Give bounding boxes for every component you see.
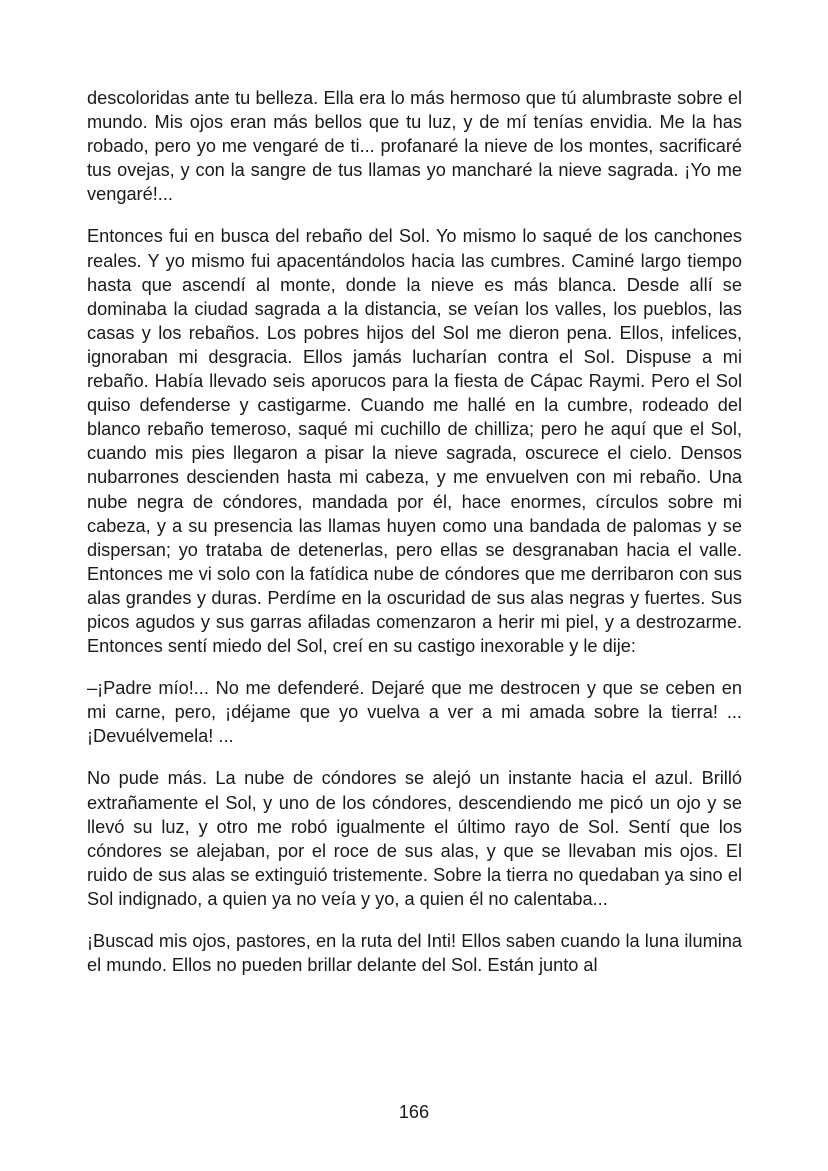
paragraph-5: ¡Buscad mis ojos, pastores, en la ruta del Inti! Ellos saben cuando la luna ilumina el mundo. Ellos no pueden brillar delante del Sol. Están junto al <box>87 931 742 976</box>
page-number: 166 <box>398 1102 430 1122</box>
paragraph-4: No pude más. La nube de cóndores se alejó un instante hacia el azul. Brilló extrañamente el Sol, y uno de los cóndores, descendiendo me picó un ojo y se llevó su luz, y otro me robó igualmente el último rayo de Sol. Sentí que los cóndores se alejaban, por el roce de sus alas, y que se llevaban mis ojos. El ruido de sus alas se extinguió tristemente. Sobre la tierra no quedaban ya sino el Sol indignado, a quien ya no veía y yo, a quien él no calentaba... <box>87 768 742 909</box>
paragraph-2: Entonces fui en busca del rebaño del Sol. Yo mismo lo saqué de los canchones reales. Y yo mismo fui apacentándolos hacia las cumbres. Caminé largo tiempo hasta que ascendí al monte, donde la nieve es más blanca. Desde allí se dominaba la ciudad sagrada a la distancia, se veían los valles, los pueblos, las casas y los rebaños. Los pobres hijos del Sol me dieron pena. Ellos, infelices, ignoraban mi desgracia. Ellos jamás lucharían contra el Sol. Dispuse a mi rebaño. Había llevado seis aporucos para la fiesta de Cápac Raymi. Pero el Sol quiso defenderse y castigarme. Cuando me hallé en la cumbre, rodeado del blanco rebaño temeroso, saqué mi cuchillo de chilliza; pero he aquí que el Sol, cuando mis pies llegaron a pisar la nieve sagrada, oscurece el cielo. Densos nubarrones descienden hasta mi cabeza, y me envuelven con mi rebaño. Una nube negra de cóndores, mandada por él, hace enormes, círculos sobre mi cabeza, y a su presencia las llamas huyen como una bandada de palomas y se dispersan; yo trataba de detenerlas, pero ellas se desgranaban hacia el valle. Entonces me vi solo con la fatídica nube de cóndores que me derribaron con sus alas grandes y duras. Perdíme en la oscuridad de sus alas negras y fuertes. Sus picos agudos y sus garras afiladas comenzaron a herir mi piel, y a destrozarme. Entonces sentí miedo del Sol, creí en su castigo inexorable y le dije: <box>87 226 742 657</box>
paragraph-1: descoloridas ante tu belleza. Ella era lo más hermoso que tú alumbraste sobre el mundo. Mis ojos eran más bellos que tu luz, y de mí tenías envidia. Me la has robado, pero yo me vengaré de ti... profanaré la nieve de los montes, sacrificaré tus ovejas, y con la sangre de tus llamas yo mancharé la nieve sagrada. ¡Yo me vengaré!... <box>87 88 742 205</box>
paragraph-3-dialogue: –¡Padre mío!... No me defenderé. Dejaré que me destrocen y que se ceben en mi carne, pero, ¡déjame que yo vuelva a ver a mi amada sobre la tierra! ... ¡Devuélvemela! ... <box>87 678 742 747</box>
page-body <box>87 86 742 995</box>
